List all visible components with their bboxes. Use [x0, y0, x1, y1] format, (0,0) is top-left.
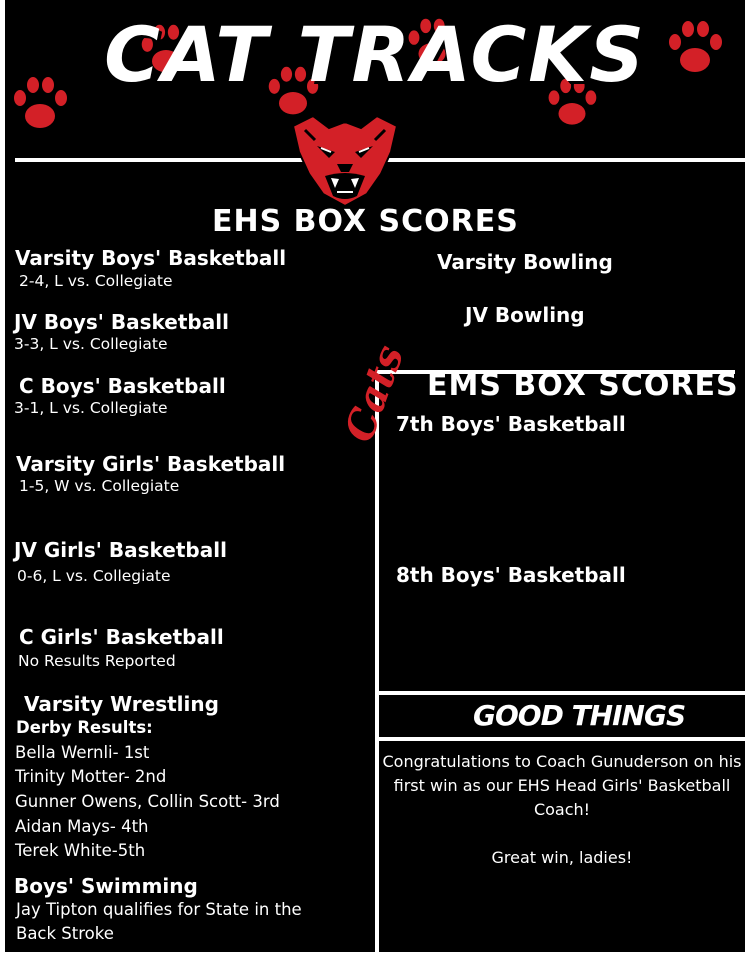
- good-things-heading: GOOD THINGS: [473, 699, 686, 732]
- sport-name: Varsity Boys' Basketball: [15, 246, 287, 270]
- wrestling-subheading: Derby Results:: [16, 718, 153, 737]
- sport-name: JV Boys' Basketball: [14, 310, 229, 334]
- good-things-line: Congratulations to Coach Gunuderson on his: [382, 752, 742, 771]
- wrestling-heading: Varsity Wrestling: [24, 692, 219, 716]
- ems-sport: 8th Boys' Basketball: [396, 563, 626, 587]
- ehs-heading: EHS BOX SCORES: [212, 204, 519, 239]
- sport-result: 1-5, W vs. Collegiate: [19, 477, 180, 495]
- ems-sport: 7th Boys' Basketball: [396, 412, 626, 436]
- wrestling-result: Terek White-5th: [15, 841, 146, 860]
- good-things-divider: [377, 737, 745, 741]
- sport-result: 3-3, L vs. Collegiate: [14, 335, 168, 353]
- sport-name: C Girls' Basketball: [19, 625, 224, 649]
- good-things-line: Coach!: [533, 800, 591, 819]
- good-things-top-border: [377, 691, 745, 695]
- ems-heading: EMS BOX SCORES: [427, 368, 739, 403]
- masthead-title: CAT TRACKS: [104, 10, 646, 99]
- cougar-mascot-logo: [285, 112, 405, 208]
- good-things-closing: Great win, ladies!: [491, 848, 633, 867]
- wrestling-result: Trinity Motter- 2nd: [15, 767, 167, 786]
- sport-name: C Boys' Basketball: [19, 374, 226, 398]
- cats-script: Cats: [335, 339, 414, 448]
- wrestling-result: Aidan Mays- 4th: [15, 817, 149, 836]
- poster: [5, 0, 745, 952]
- sport-result: 2-4, L vs. Collegiate: [19, 272, 173, 290]
- swimming-line: Jay Tipton qualifies for State in the: [16, 900, 302, 919]
- bowling-item: JV Bowling: [465, 303, 585, 327]
- wrestling-result: Gunner Owens, Collin Scott- 3rd: [15, 792, 280, 811]
- good-things-message: [379, 750, 745, 870]
- good-things-line: first win as our EHS Head Girls' Basketball: [393, 776, 731, 795]
- bowling-item: Varsity Bowling: [437, 250, 613, 274]
- sport-result: 3-1, L vs. Collegiate: [14, 399, 168, 417]
- sport-name: Varsity Girls' Basketball: [16, 452, 286, 476]
- swimming-heading: Boys' Swimming: [14, 874, 198, 898]
- sport-result: 0-6, L vs. Collegiate: [17, 567, 171, 585]
- wrestling-result: Bella Wernli- 1st: [15, 743, 150, 762]
- sport-result: No Results Reported: [18, 652, 176, 670]
- sport-name: JV Girls' Basketball: [14, 538, 227, 562]
- swimming-line: Back Stroke: [16, 924, 114, 943]
